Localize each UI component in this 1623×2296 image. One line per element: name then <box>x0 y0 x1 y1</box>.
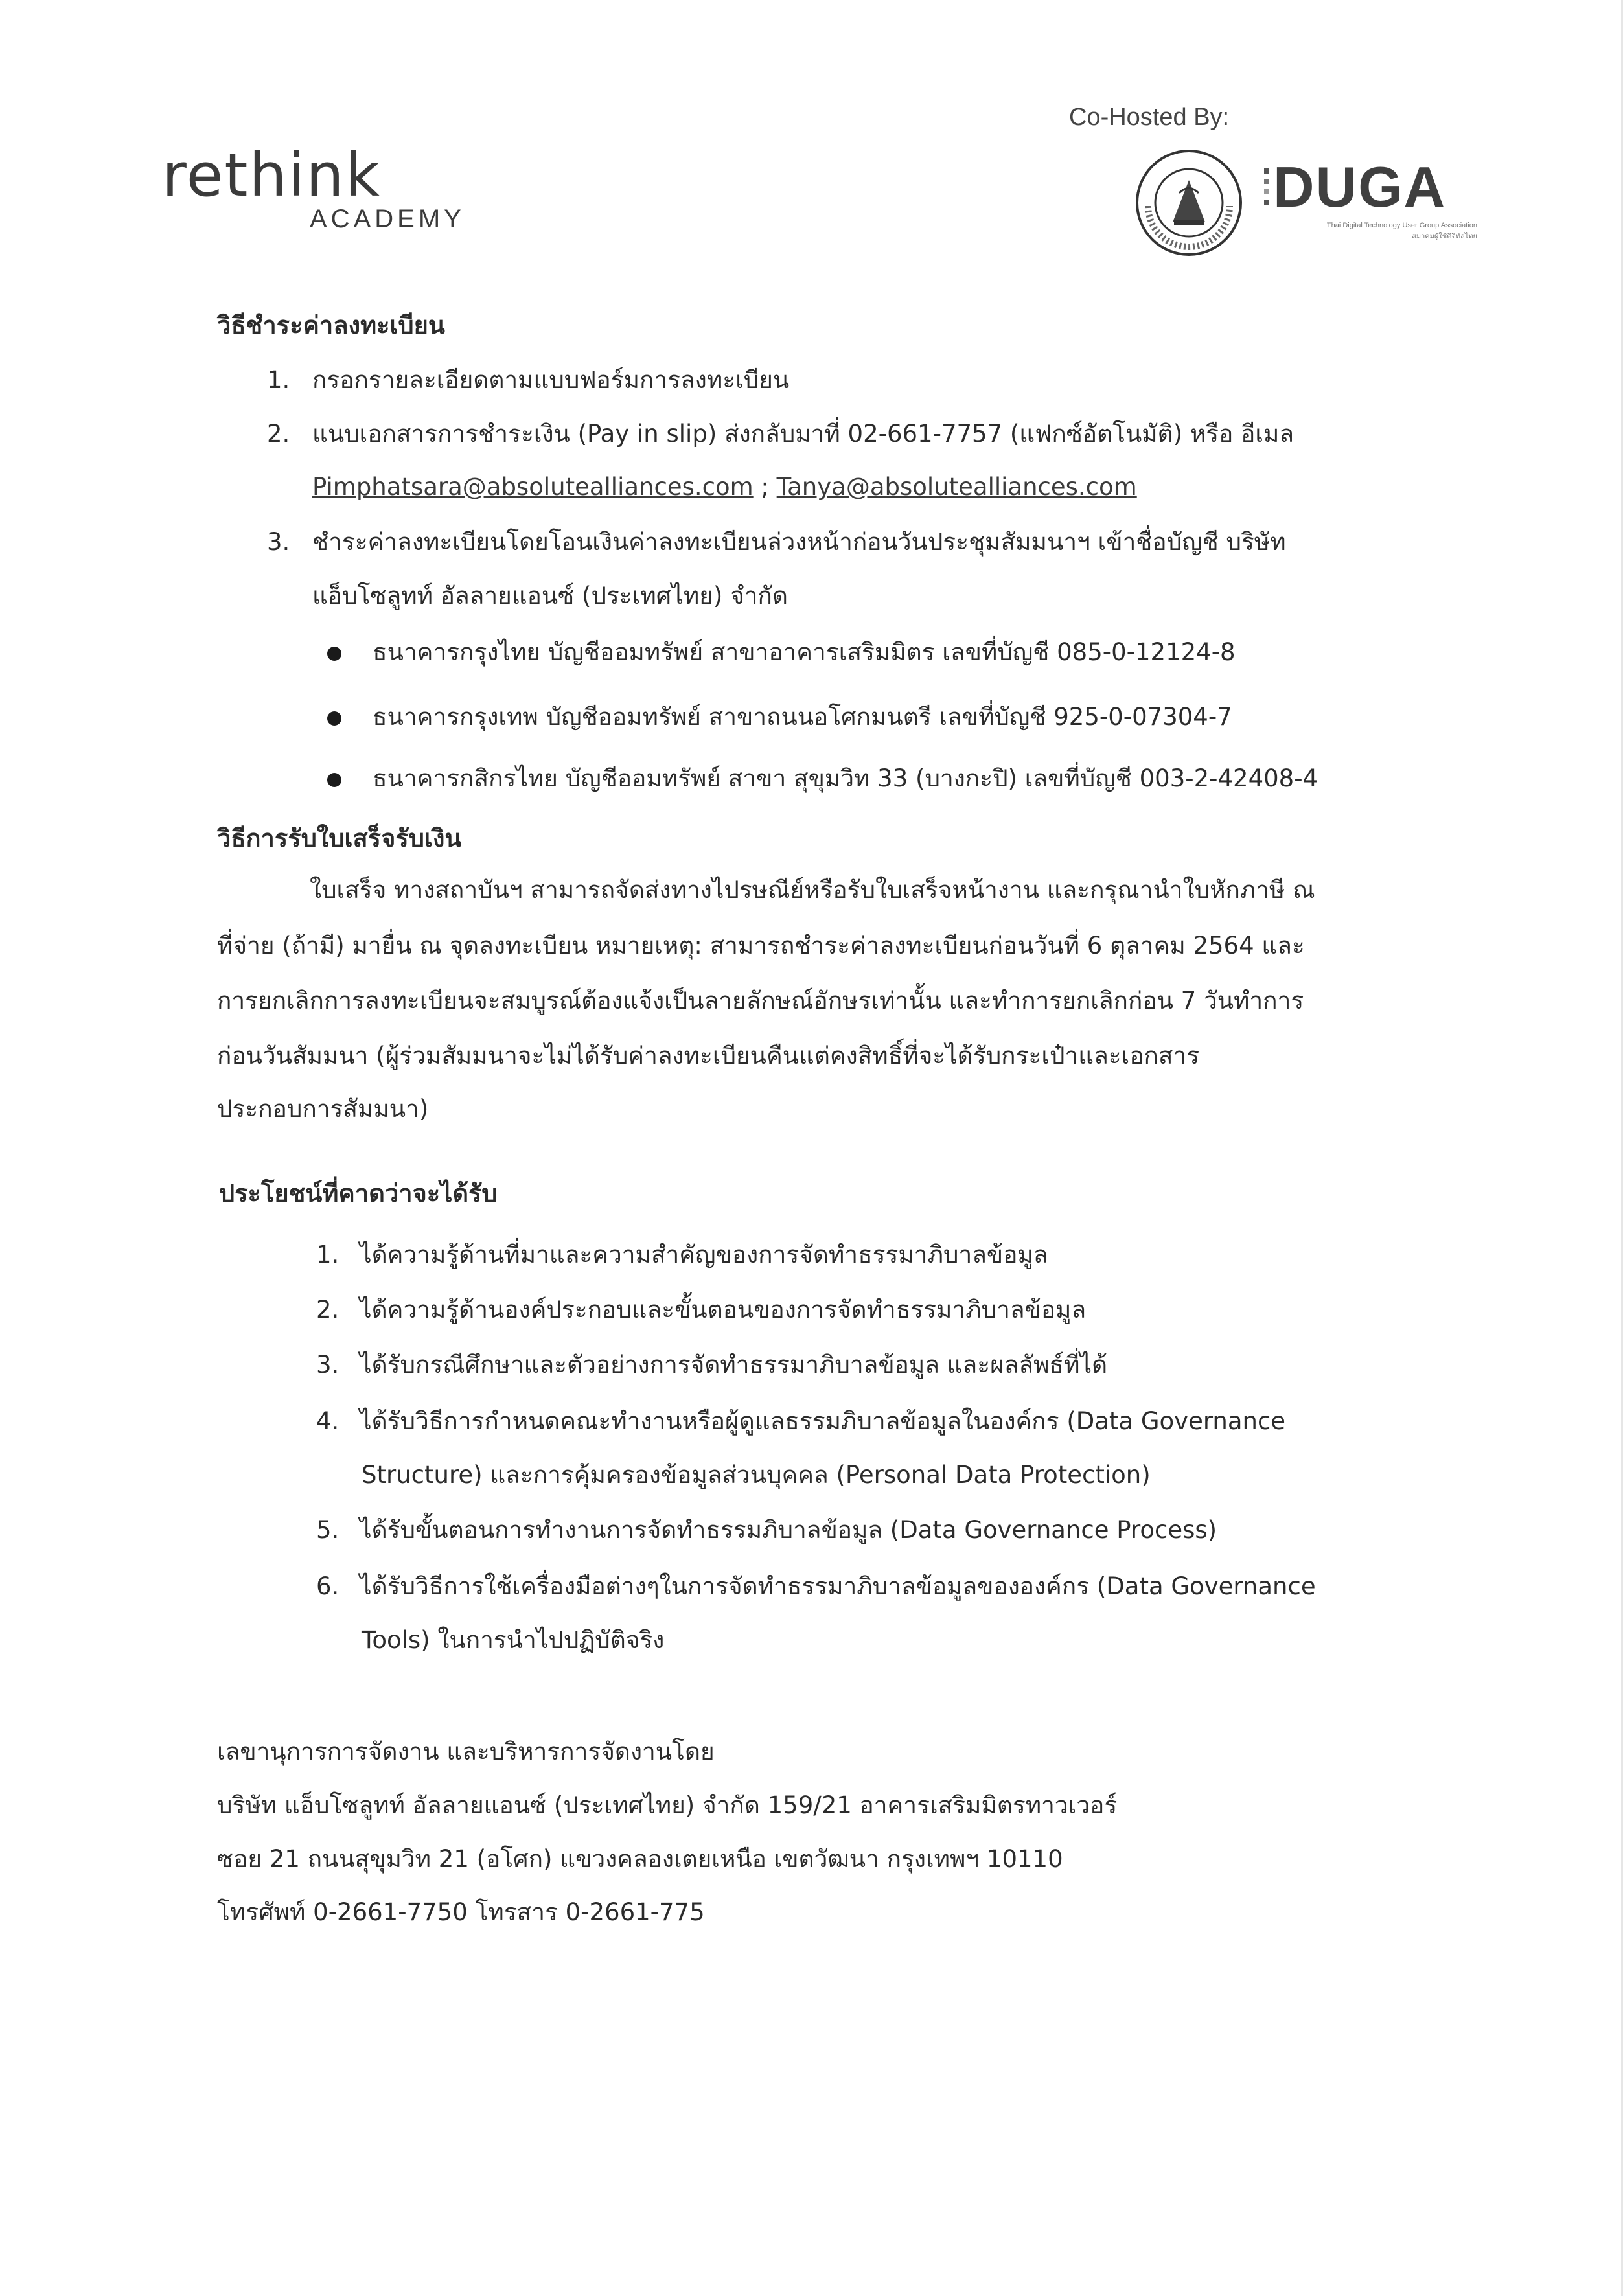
footer-address-line: ซอย 21 ถนนสุขุมวิท 21 (อโศก) แขวงคลองเตยเหนือ เขตวัฒนา กรุงเทพฯ 10110 <box>217 1845 1063 1873</box>
cohost-label: Co-Hosted By: <box>1069 104 1230 131</box>
benefit-number: 6. <box>316 1572 340 1600</box>
bullet-icon <box>327 773 341 787</box>
payment-step-number: 1. <box>267 366 290 394</box>
benefit-item-continuation: Structure) และการคุ้มครองข้อมูลส่วนบุคคล (Personal Data Protection) <box>362 1461 1151 1489</box>
payment-step-text: ชำระค่าลงทะเบียนโดยโอนเงินค่าลงทะเบียนล่วงหน้าก่อนวันประชุมสัมมนาฯ เข้าชื่อบัญชี บริษัท <box>312 528 1286 556</box>
payment-step-number: 2. <box>267 420 290 448</box>
bullet-icon <box>327 711 341 726</box>
benefits-heading: ประโยชน์ที่คาดว่าจะได้รับ <box>219 1179 498 1208</box>
receipt-paragraph-line: ที่จ่าย (ถ้ามี) มายื่น ณ จุดลงทะเบียน หมายเหตุ: สามารถชำระค่าลงทะเบียนก่อนวันที่ 6 ตุลาคม 2564 และ <box>217 932 1305 959</box>
bank-account-item: ธนาคารกสิกรไทย บัญชีออมทรัพย์ สาขา สุขุมวิท 33 (บางกะปิ) เลขที่บัญชี 003-2-42408-4 <box>373 764 1318 792</box>
duga-logo: DUGA <box>1273 155 1447 219</box>
email-link-pimphatsara[interactable]: Pimphatsara@absolutealliances.com <box>312 473 754 501</box>
payment-heading: วิธีชำระค่าลงทะเบียน <box>217 311 445 339</box>
academy-logo-subtitle: ACADEMY <box>310 205 465 233</box>
ministry-seal-icon <box>1134 148 1244 258</box>
footer-organizer-line: เลขานุการการจัดงาน และบริหารการจัดงานโดย <box>217 1738 715 1765</box>
benefit-item-continuation: Tools) ในการนำไปปฏิบัติจริง <box>362 1626 665 1654</box>
receipt-paragraph-line: ก่อนวันสัมมนา (ผู้ร่วมสัมมนาจะไม่ได้รับค่าลงทะเบียนคืนแต่คงสิทธิ์ที่จะได้รับกระเป๋าและเอกสาร <box>217 1042 1200 1070</box>
benefit-item: ได้รับวิธีการกำหนดคณะทำงานหรือผู้ดูแลธรรมภิบาลข้อมูลในองค์กร (Data Governance <box>360 1407 1286 1435</box>
benefit-number: 1. <box>316 1241 340 1269</box>
bank-account-item: ธนาคารกรุงไทย บัญชีออมทรัพย์ สาขาอาคารเสริมมิตร เลขที่บัญชี 085-0-12124-8 <box>373 638 1236 666</box>
receipt-paragraph-line: ใบเสร็จ ทางสถาบันฯ สามารถจัดส่งทางไปรษณีย์หรือรับใบเสร็จหน้างาน และกรุณานำใบหักภาษี ณ <box>310 876 1315 904</box>
payment-step-text: แนบเอกสารการชำระเงิน (Pay in slip) ส่งกลับมาที่ 02-661-7757 (แฟกซ์อัตโนมัติ) หรือ อีเมล <box>312 420 1295 448</box>
duga-tagline <box>1263 220 1477 242</box>
receipt-paragraph-line: การยกเลิกการลงทะเบียนจะสมบูรณ์ต้องแจ้งเป็นลายลักษณ์อักษรเท่านั้น และทำการยกเลิกก่อน 7 วันทำการ <box>217 987 1304 1015</box>
benefit-item: ได้ความรู้ด้านองค์ประกอบและขั้นตอนของการจัดทำธรรมาภิบาลข้อมูล <box>360 1296 1087 1324</box>
bank-account-item: ธนาคารกรุงเทพ บัญชีออมทรัพย์ สาขาถนนอโศกมนตรี เลขที่บัญชี 925-0-07304-7 <box>373 703 1232 731</box>
footer-company-line: บริษัท แอ็บโซลูทท์ อัลลายแอนซ์ (ประเทศไทย) จำกัด 159/21 อาคารเสริมมิตรทาวเวอร์ <box>217 1791 1118 1819</box>
benefit-item: ได้รับวิธีการใช้เครื่องมือต่างๆในการจัดทำธรรมาภิบาลข้อมูลขององค์กร (Data Governance <box>360 1572 1316 1600</box>
benefit-number: 3. <box>316 1351 340 1379</box>
payment-step-number: 3. <box>267 528 290 556</box>
payment-step-continuation: แอ็บโซลูทท์ อัลลายแอนซ์ (ประเทศไทย) จำกัด <box>312 582 788 610</box>
receipt-paragraph-line: ประกอบการสัมมนา) <box>217 1095 429 1123</box>
payment-step-text: กรอกรายละเอียดตามแบบฟอร์มการลงทะเบียน <box>312 366 790 394</box>
receipt-heading: วิธีการรับใบเสร็จรับเงิน <box>217 824 462 853</box>
benefit-number: 5. <box>316 1516 340 1544</box>
email-separator: ; <box>761 473 769 501</box>
duga-tagline-en: Thai Digital Technology User Group Association <box>1326 222 1477 229</box>
benefit-item: ได้รับขั้นตอนการทำงานการจัดทำธรรมภิบาลข้อมูล (Data Governance Process) <box>360 1516 1217 1544</box>
bullet-icon <box>327 647 341 661</box>
duga-tagline-th: สมาคมผู้ใช้ดิจิทัลไทย <box>1412 232 1477 240</box>
benefit-item: ได้ความรู้ด้านที่มาและความสำคัญของการจัดทำธรรมาภิบาลข้อมูล <box>360 1241 1048 1269</box>
benefit-number: 2. <box>316 1296 340 1324</box>
email-line <box>312 473 1137 501</box>
footer-contact-line: โทรศัพท์ 0-2661-7750 โทรสาร 0-2661-775 <box>217 1898 705 1926</box>
benefit-number: 4. <box>316 1407 340 1435</box>
duga-dots-icon <box>1262 163 1272 209</box>
email-link-tanya[interactable]: Tanya@absolutealliances.com <box>776 473 1137 501</box>
rethink-logo: rethink <box>162 141 381 210</box>
benefit-item: ได้รับกรณีศึกษาและตัวอย่างการจัดทำธรรมาภิบาลข้อมูล และผลลัพธ์ที่ได้ <box>360 1351 1108 1379</box>
